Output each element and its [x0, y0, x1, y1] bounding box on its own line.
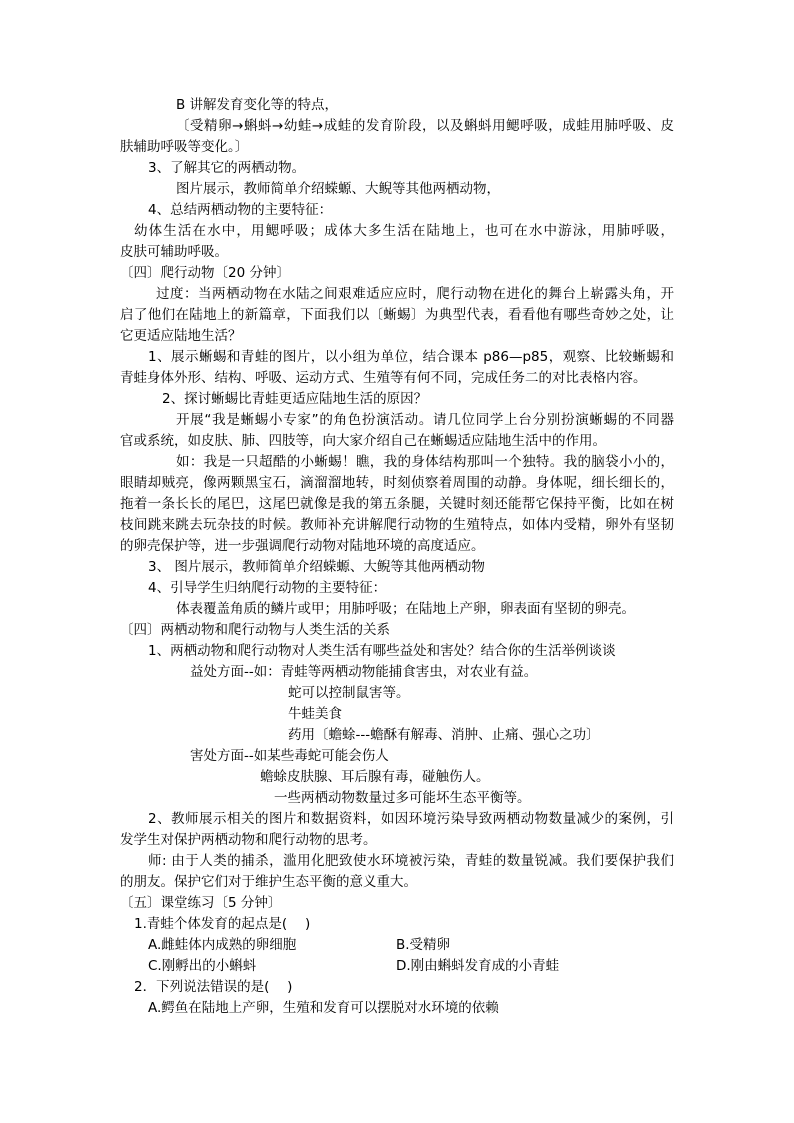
text-line: 2、探讨蜥蜴比青蛙更适应陆地生活的原因？	[162, 391, 428, 407]
text-line: 1、两栖动物和爬行动物对人类生活有哪些益处和害处？结合你的生活举例谈谈	[148, 643, 616, 659]
text-line: 蛇可以控制鼠害等。	[288, 685, 410, 701]
answer-option: A.鳄鱼在陆地上产卵，生殖和发育可以摆脱对水环境的依赖	[148, 1000, 499, 1016]
text-line: 蟾蜍皮肤腺、耳后腺有毒，碰触伤人。	[260, 769, 490, 785]
answer-option: C.刚孵出的小蝌蚪	[148, 958, 257, 974]
section-heading: 〔五〕课堂练习〔5 分钟〕	[120, 895, 282, 911]
text-line: 开展“我是蜥蜴小专家”的角色扮演活动。请几位同学上台分别扮演蜥蜴的不同器	[176, 412, 674, 428]
text-line: 枝间跳来跳去玩杂技的时候。教师补充讲解爬行动物的生殖特点，如体内受精，卵外有坚韧	[120, 517, 674, 533]
text-line: 药用〔蟾蜍---蟾酥有解毒、消肿、止痛、强心之功〕	[288, 727, 600, 743]
text-line: 2、教师展示相关的图片和数据资料，如因环境污染导致两栖动物数量减少的案例，引	[148, 811, 674, 827]
text-line: 4、引导学生归纳爬行动物的主要特征：	[148, 580, 387, 596]
text-line: 〔受精卵→蝌蚪→幼蛙→成蛙的发育阶段，以及蝌蚪用鳃呼吸，成蛙用肺呼吸、皮	[176, 118, 674, 134]
answer-option: A.雌蛙体内成熟的卵细胞	[148, 937, 297, 953]
text-line: 3、了解其它的两栖动物。	[148, 160, 306, 176]
text-line: 肤辅助呼吸等变化。〕	[120, 139, 249, 155]
text-line: 启了他们在陆地上的新篇章，下面我们以〔蜥蜴〕为典型代表，看看他有哪些奇妙之处，让	[120, 307, 674, 323]
text-line: 的卵壳保护等，进一步强调爬行动物对陆地环境的高度适应。	[120, 538, 485, 554]
text-line: 1、展示蜥蜴和青蛙的图片，以小组为单位，结合课本 p86—p85，观察、比较蜥蜴和	[148, 349, 674, 365]
text-line: 皮肤可辅助呼吸。	[120, 244, 228, 260]
text-line: 发学生对保护两栖动物和爬行动物的思考。	[120, 832, 377, 848]
text-line: 它更适应陆地生活？	[120, 328, 242, 344]
text-line: 青蛙身体外形、结构、呼吸、运动方式、生殖等有何不同，完成任务二的对比表格内容。	[120, 370, 647, 386]
text-line: 4、总结两栖动物的主要特征：	[148, 202, 333, 218]
section-heading: 〔四〕两栖动物和爬行动物与人类生活的关系	[120, 622, 390, 638]
text-line: 牛蛙美食	[288, 706, 342, 722]
text-line: 体表覆盖角质的鳞片或甲；用肺呼吸；在陆地上产卵，卵表面有坚韧的卵壳。	[176, 601, 635, 617]
answer-option: B.受精卵	[396, 937, 451, 953]
text-line: 师: 由于人类的捕杀，滥用化肥致使水环境被污染，青蛙的数量锐减。我们要保护我们	[148, 853, 674, 869]
text-line: 官或系统，如皮肤、肺、四肢等，向大家介绍自己在蜥蜴适应陆地生活中的作用。	[120, 433, 606, 449]
text-line: 如：我是一只超酷的小蜥蜴！瞧，我的身体结构那叫一个独特。我的脑袋小小的，	[176, 454, 674, 470]
text-line: 的朋友。保护它们对于维护生态平衡的意义重大。	[120, 874, 417, 890]
text-line: 眼睛却贼亮，像两颗黑宝石，滴溜溜地转，时刻侦察着周围的动静。身体呢，细长细长的，	[120, 475, 674, 491]
answer-option: D.刚由蝌蚪发育成的小青蛙	[396, 958, 560, 974]
text-line: 害处方面--如某些毒蛇可能会伤人	[190, 748, 389, 764]
text-line: B 讲解发育变化等的特点，	[176, 97, 339, 113]
text-line: 一些两栖动物数量过多可能坏生态平衡等。	[274, 790, 531, 806]
text-line: 图片展示，教师简单介绍蝾螈、大鲵等其他两栖动物，	[176, 181, 500, 197]
section-heading: 〔四〕爬行动物〔20 分钟〕	[120, 265, 290, 281]
text-line: 幼体生活在水中，用鳃呼吸；成体大多生活在陆地上，也可在水中游泳，用肺呼吸，	[134, 223, 674, 239]
text-line: 拖着一条长长的尾巴，这尾巴就像是我的第五条腿，关键时刻还能帮它保持平衡，比如在树	[120, 496, 674, 512]
text-line: 益处方面--如：青蛙等两栖动物能捕食害虫，对农业有益。	[190, 664, 538, 680]
question-line: 2．下列说法错误的是( )	[134, 979, 293, 995]
question-line: 1.青蛙个体发育的起点是( )	[134, 916, 311, 932]
text-line: 过度：当两栖动物在水陆之间艰难适应应时，爬行动物在进化的舞台上崭露头角，开	[156, 286, 674, 302]
text-line: 3、 图片展示，教师简单介绍蝾螈、大鲵等其他两栖动物	[148, 559, 485, 575]
